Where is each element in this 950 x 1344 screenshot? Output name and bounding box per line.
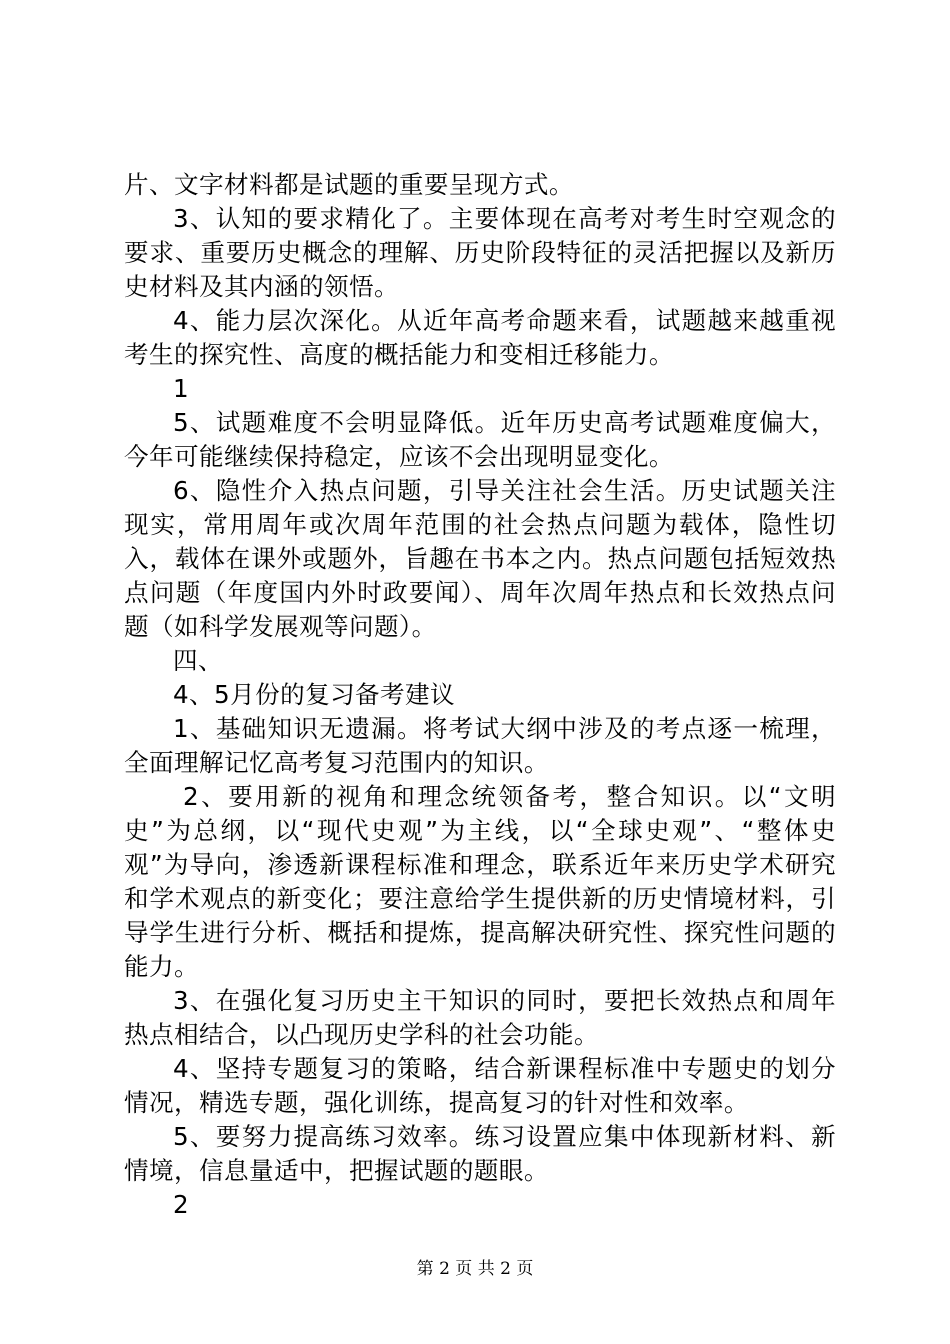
section-heading-four: 四、	[173, 646, 223, 675]
paragraph-point-5: 5、试题难度不会明显降低。近年历史高考试题难度偏大，今年可能继续保持稳定，应该不会出现明显变化。	[124, 408, 836, 471]
document-body	[124, 168, 836, 1222]
paragraph-point-3: 3、认知的要求精化了。主要体现在高考对考生时空观念的要求、重要历史概念的理解、历史阶段特征的灵活把握以及新历史材料及其内涵的领悟。	[124, 204, 836, 301]
paragraph-continuation: 片、文字材料都是试题的重要呈现方式。	[124, 170, 574, 199]
suggestion-3: 3、在强化复习历史主干知识的同时，要把长效热点和周年热点相结合，以凸现历史学科的社会功能。	[124, 986, 836, 1049]
suggestion-2: 2、要用新的视角和理念统领备考，整合知识。以“文明史”为总纲，以“现代史观”为主线，以“全球史观”、“整体史观”为导向，渗透新课程标准和理念，联系近年来历史学术研究和学术观点的新变化；要注意给学生提供新的历史情境材料，引导学生进行分析、概括和提炼，提高解决研究性、探究性问题的能力。	[124, 782, 836, 981]
section-title-suggestions: 4、5月份的复习备考建议	[173, 680, 456, 709]
paragraph-point-4: 4、能力层次深化。从近年高考命题来看，试题越来越重视考生的探究性、高度的概括能力和变相迁移能力。	[124, 306, 836, 369]
page-number-marker-2: 2	[173, 1190, 190, 1219]
suggestion-4: 4、坚持专题复习的策略，结合新课程标准中专题史的划分情况，精选专题，强化训练，提高复习的针对性和效率。	[124, 1054, 836, 1117]
suggestion-5: 5、要努力提高练习效率。练习设置应集中体现新材料、新情境，信息量适中，把握试题的题眼。	[124, 1122, 836, 1185]
page-footer: 第 2 页 共 2 页	[416, 1259, 534, 1279]
page-number-marker-1: 1	[173, 374, 190, 403]
paragraph-point-6: 6、隐性介入热点问题，引导关注社会生活。历史试题关注现实，常用周年或次周年范围的社会热点问题为载体，隐性切入，载体在课外或题外，旨趣在书本之内。热点问题包括短效热点问题（年度国内外时政要闻）、周年次周年热点和长效热点问题（如科学发展观等问题）。	[124, 476, 836, 641]
suggestion-1: 1、基础知识无遗漏。将考试大纲中涉及的考点逐一梳理，全面理解记忆高考复习范围内的知识。	[124, 714, 836, 777]
